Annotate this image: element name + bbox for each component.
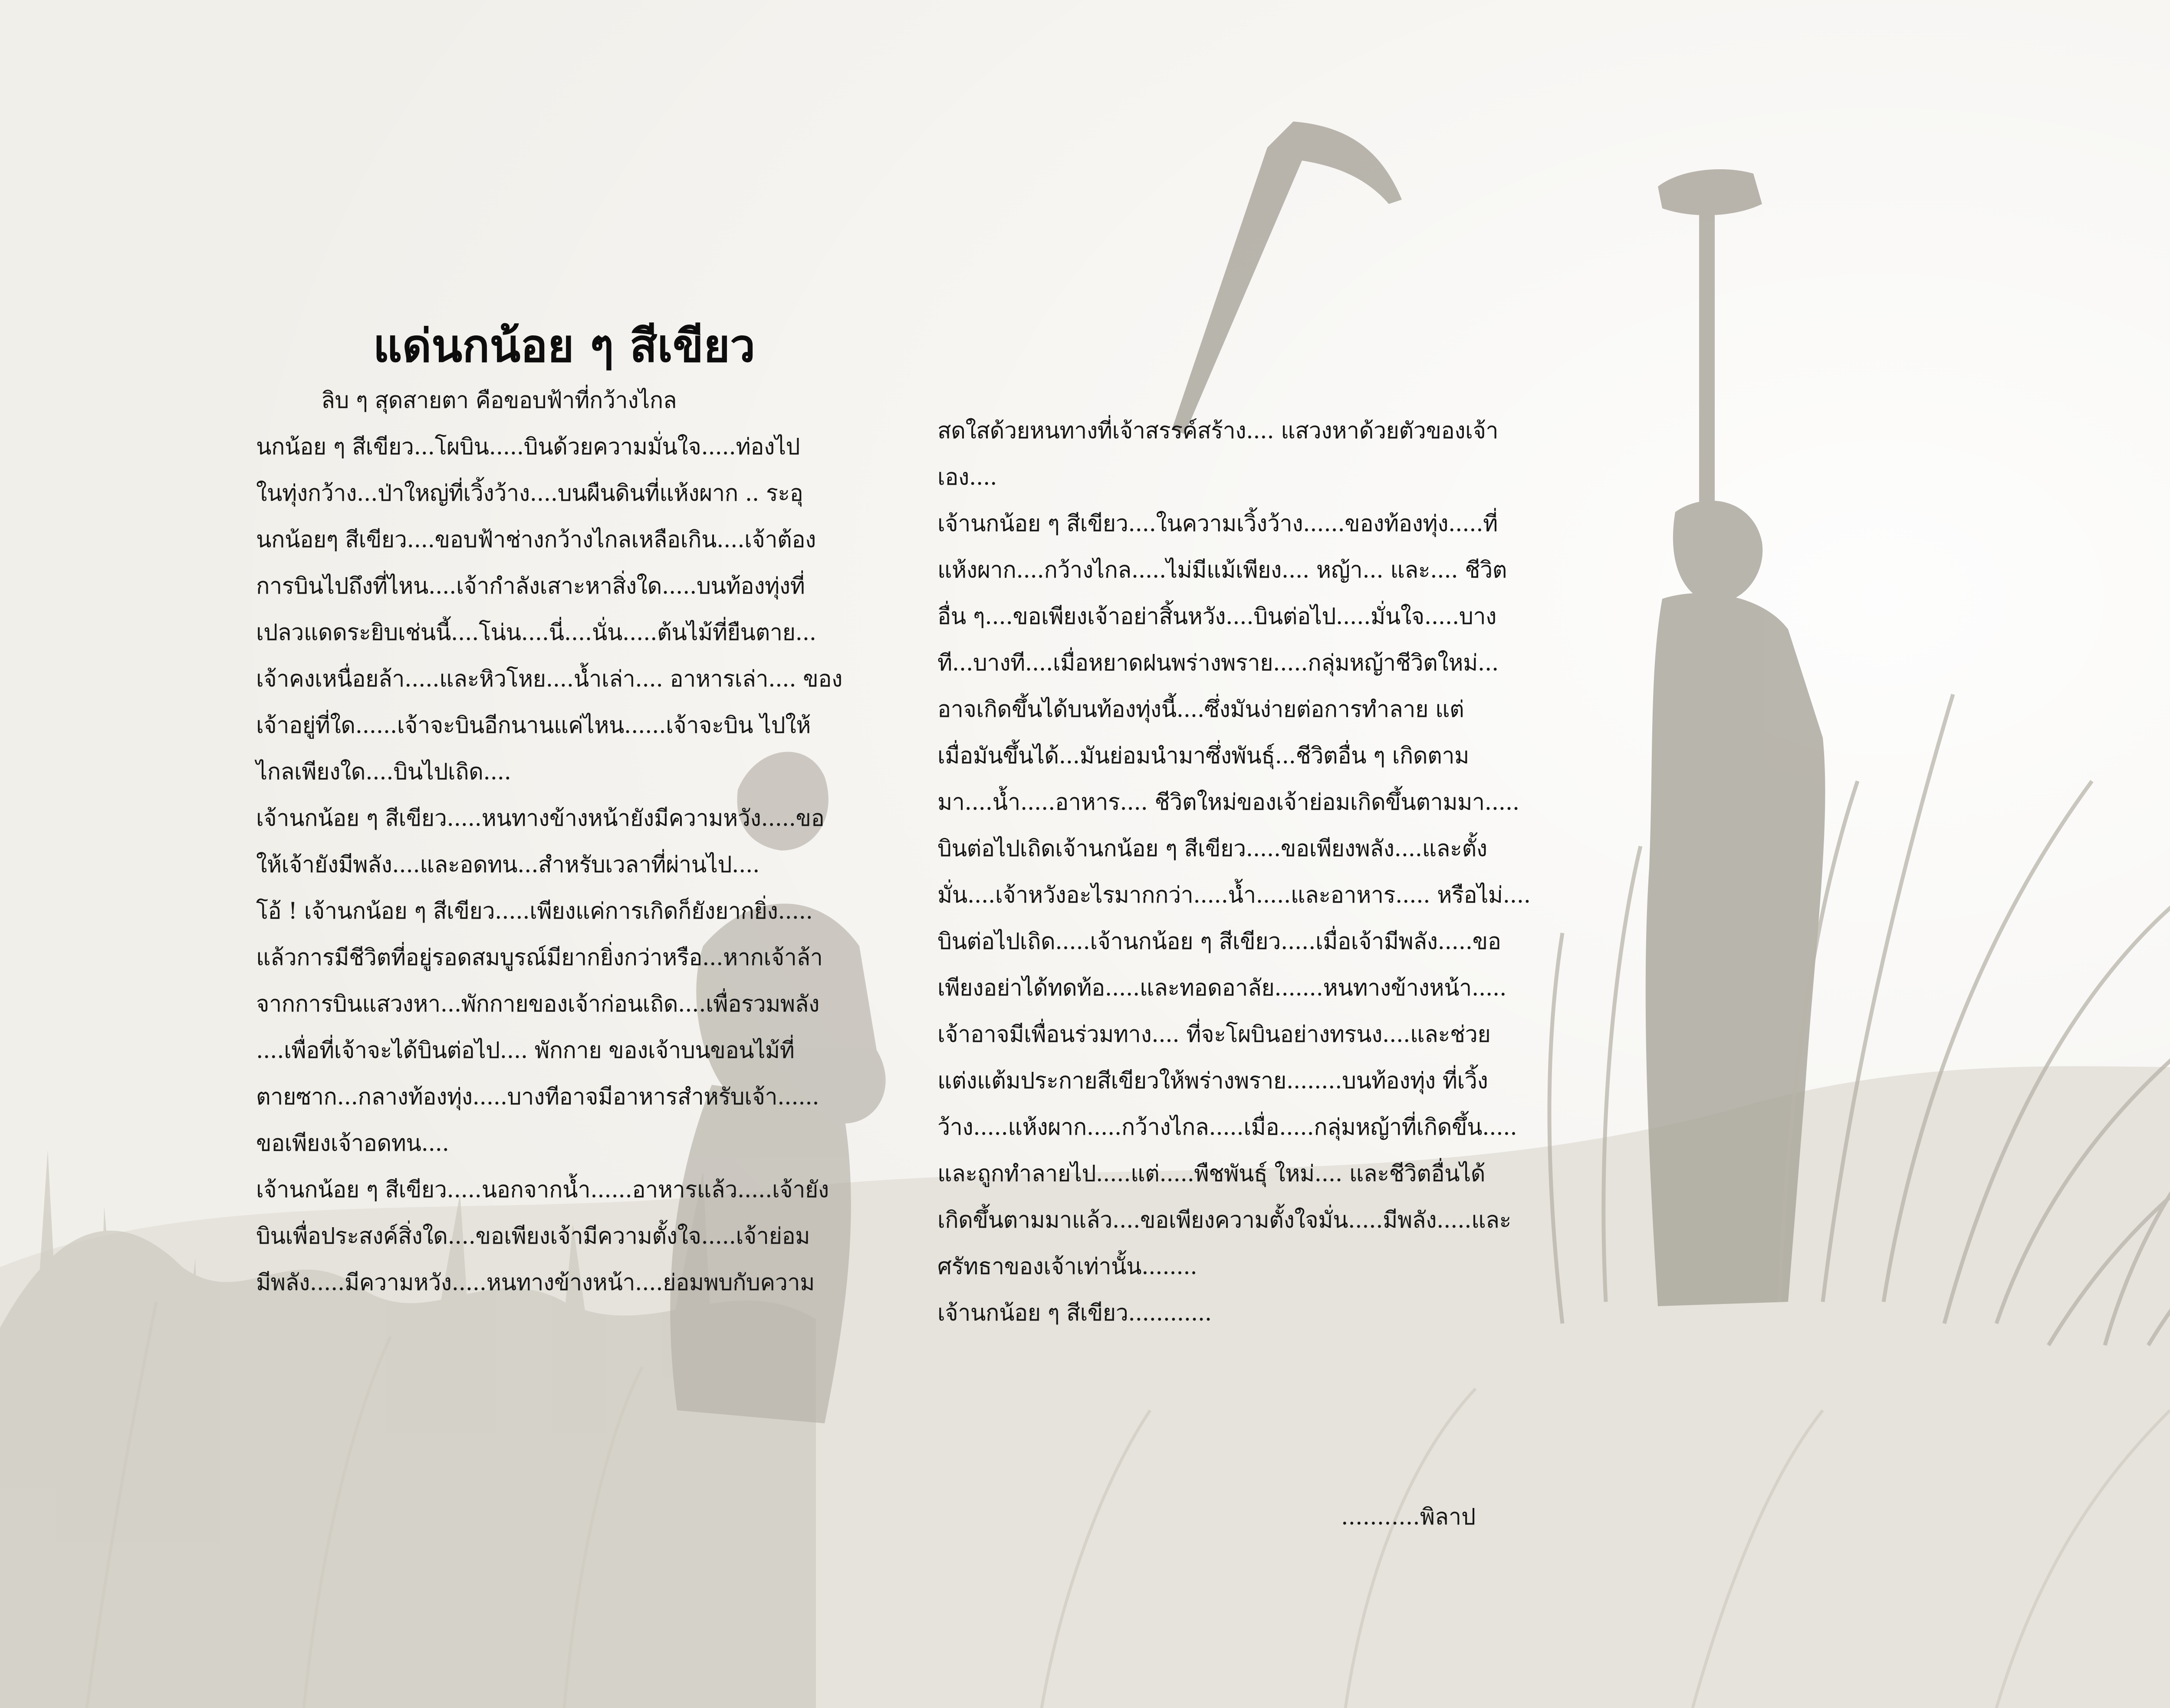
poem-line: เพียงอย่าได้ทดท้อ.....และทอดอาลัย.......หนทางข้างหน้า..... xyxy=(937,975,1506,1001)
poem-line: เกิดขึ้นตามมาแล้ว....ขอเพียงความตั้งใจมั่น.....มีพลัง.....และ xyxy=(937,1207,1511,1233)
poem-right-column xyxy=(937,408,1558,1337)
poem-line: เจ้านกน้อย ๆ สีเขียว.....นอกจากน้ำ......อาหารแล้ว.....เจ้ายัง xyxy=(256,1177,829,1203)
poem-line: บินต่อไปเถิด.....เจ้านกน้อย ๆ สีเขียว.....เมื่อเจ้ามีพลัง.....ขอ xyxy=(937,929,1501,955)
poem-line: เอง.... xyxy=(937,464,997,490)
poem-line: เปลวแดดระยิบเช่นนี้....โน่น....นี่....นั่น.....ต้นไม้ที่ยืนตาย... xyxy=(256,620,816,646)
stanza-6 xyxy=(937,501,1558,1337)
poem-line: ศรัทธาของเจ้าเท่านั้น........ xyxy=(937,1254,1197,1280)
poem-line: ไกลเพียงใด....บินไปเถิด.... xyxy=(256,759,511,785)
poem-line: มา....น้ำ.....อาหาร.... ชีวิตใหม่ของเจ้าย่อมเกิดขึ้นตามมา..... xyxy=(937,789,1519,815)
stanza-4 xyxy=(256,1167,872,1306)
stanza-1 xyxy=(256,378,872,795)
poem-line: อื่น ๆ....ขอเพียงเจ้าอย่าสิ้นหวัง....บินต่อไป.....มั่นใจ.....บาง xyxy=(937,604,1496,630)
poem-line: ....เพื่อที่เจ้าจะได้บินต่อไป.... พักกาย ของเจ้าบนขอนไม้ที่ xyxy=(256,1038,795,1064)
author-signature: ...........พิลาป xyxy=(1341,1504,1476,1530)
poem-line: แห้งผาก....กว้างไกล.....ไม่มีแม้เพียง.... หญ้า... และ.... ชีวิต xyxy=(937,557,1507,583)
poem-line: ที...บางที....เมื่อหยาดฝนพร่างพราย.....กลุ่มหญ้าชีวิตใหม่... xyxy=(937,650,1499,676)
poem-line: บินเพื่อประสงค์สิ่งใด....ขอเพียงเจ้ามีความตั้งใจ.....เจ้าย่อม xyxy=(256,1223,810,1249)
poem-line: บินต่อไปเถิดเจ้านกน้อย ๆ สีเขียว.....ขอเพียงพลัง....และตั้ง xyxy=(937,836,1487,862)
poem-line: เจ้านกน้อย ๆ สีเขียว............ xyxy=(937,1300,1212,1326)
poem-line: เมื่อมันขึ้นได้...มันย่อมนำมาซึ่งพันธุ์...ชีวิตอื่น ๆ เกิดตาม xyxy=(937,743,1469,769)
poem-line: เจ้าอยู่ที่ใด......เจ้าจะบินอีกนานแค่ไหน......เจ้าจะบิน ไปให้ xyxy=(256,713,811,739)
poem-line: มีพลัง.....มีความหวัง.....หนทางข้างหน้า....ย่อมพบกับความ xyxy=(256,1270,815,1296)
poem-line: เจ้านกน้อย ๆ สีเขียว....ในความเวิ้งว้าง......ของท้องทุ่ง.....ที่ xyxy=(937,511,1498,537)
stanza-2 xyxy=(256,795,872,888)
poem-line: ขอเพียงเจ้าอดทน.... xyxy=(256,1130,449,1156)
poem-line: จากการบินแสวงหา...พักกายของเจ้าก่อนเถิด....เพื่อรวมพลัง xyxy=(256,991,819,1017)
poem-line: สดใสด้วยหนทางที่เจ้าสรรค์สร้าง.... แสวงหาด้วยตัวของเจ้า xyxy=(937,418,1499,444)
poem-line: ลิบ ๆ สุดสายตา คือขอบฟ้าที่กว้างไกล xyxy=(321,388,677,414)
poem-line: และถูกทำลายไป.....แต่.....พืชพันธุ์ ใหม่.... และชีวิตอื่นได้ xyxy=(937,1161,1486,1187)
poem-line: แต่งแต้มประกายสีเขียวให้พร่างพราย........บนท้องทุ่ง ที่เวิ้ง xyxy=(937,1068,1488,1094)
page-title: แด่นกน้อย ๆ สีเขียว xyxy=(373,319,756,372)
poem-line: มั่น....เจ้าหวังอะไรมากกว่า.....น้ำ.....และอาหาร..... หรือไม่.... xyxy=(937,882,1531,908)
poem-line: ตายซาก...กลางท้องทุ่ง.....บางทีอาจมีอาหารสำหรับเจ้า...... xyxy=(256,1084,819,1110)
poem-line: การบินไปถึงที่ไหน....เจ้ากำลังเสาะหาสิ่งใด.....บนท้องทุ่งที่ xyxy=(256,573,805,599)
poem-line: ว้าง.....แห้งผาก.....กว้างไกล.....เมื่อ.....กลุ่มหญ้าที่เกิดขึ้น..... xyxy=(937,1114,1517,1140)
poem-line: นกน้อย ๆ สีเขียว...โผบิน.....บินด้วยความมั่นใจ.....ท่องไป xyxy=(256,434,800,460)
poem-line: อาจเกิดขึ้นได้บนท้องทุ่งนี้....ซึ่งมันง่ายต่อการทำลาย แต่ xyxy=(937,696,1464,723)
poem-line: โอ้ ! เจ้านกน้อย ๆ สีเขียว.....เพียงแค่การเกิดก็ยังยากยิ่ง..... xyxy=(256,898,813,924)
poem-line: เจ้าคงเหนื่อยล้า.....และหิวโหย....น้ำเล่า.... อาหารเล่า.... ของ xyxy=(256,666,842,692)
poem-line: เจ้าอาจมีเพื่อนร่วมทาง.... ที่จะโผบินอย่างทรนง....และช่วย xyxy=(937,1022,1491,1048)
poem-left-column xyxy=(256,378,872,1306)
stanza-5 xyxy=(937,408,1558,501)
poem-line: เจ้านกน้อย ๆ สีเขียว.....หนทางข้างหน้ายังมีความหวัง.....ขอ xyxy=(256,805,825,831)
poem-line: แล้วการมีชีวิตที่อยู่รอดสมบูรณ์มียากยิ่งกว่าหรือ...หากเจ้าล้า xyxy=(256,945,823,971)
poem-line: นกน้อยๆ สีเขียว....ขอบฟ้าช่างกว้างไกลเหลือเกิน....เจ้าต้อง xyxy=(256,527,816,553)
stanza-3 xyxy=(256,888,872,1167)
poem-line: ให้เจ้ายังมีพลัง....และอดทน...สำหรับเวลาที่ผ่านไป.... xyxy=(256,852,760,878)
poem-line: ในทุ่งกว้าง...ป่าใหญ่ที่เวิ้งว้าง....บนผืนดินที่แห้งผาก .. ระอุ xyxy=(256,480,803,506)
